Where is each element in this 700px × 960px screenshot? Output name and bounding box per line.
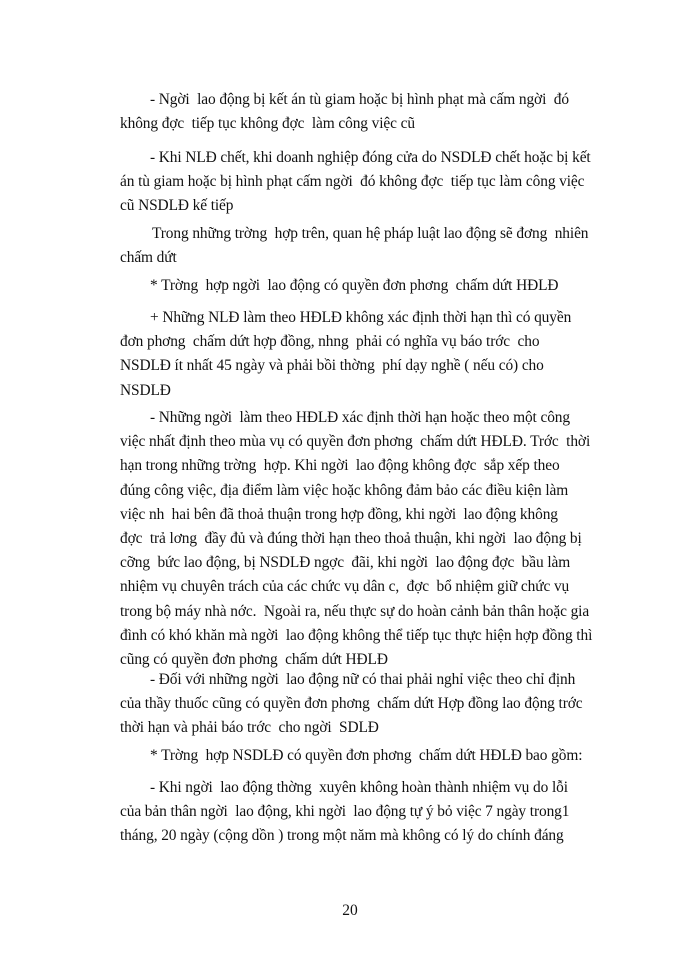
text-line: Trong những trờng hợp trên, quan hệ pháp luật lao động sẽ đơng nhiên	[152, 225, 589, 242]
text-line: án tù giam hoặc bị hình phạt cấm ngời đó không đợc tiếp tục làm công việc	[120, 173, 585, 191]
text-line: - Ngời lao động bị kết án tù giam hoặc bị hình phạt mà cấm ngời đó	[150, 91, 569, 108]
text-line: cỡng bức lao động, bị NSDLĐ ngợc đãi, khi ngời lao động đợc bầu làm	[120, 554, 571, 572]
text-line: đơn phơng chấm dứt hợp đồng, nhng phải có nghĩa vụ báo trớc cho	[120, 333, 540, 351]
text-line: của bản thân ngời lao động, khi ngời lao động tự ý bỏ việc 7 ngày trong1	[120, 803, 570, 821]
section-heading	[120, 744, 632, 768]
text-line: * Trờng hợp ngời lao động có quyền đơn phơng chấm dứt HĐLĐ	[150, 277, 559, 294]
text-line: trong bộ máy nhà nớc. Ngoài ra, nếu thực sự do hoàn cảnh bản thân hoặc gia	[120, 602, 590, 620]
text-line: - Khi ngời lao động thờng xuyên không hoàn thành nhiệm vụ do lỗi	[150, 779, 568, 796]
text-line: - Đối với những ngời lao động nữ có thai phải nghỉ việc theo chỉ định	[150, 671, 576, 688]
text-line: + Những NLĐ làm theo HĐLĐ không xác định thời hạn thì có quyền	[150, 309, 572, 326]
text-line: tháng, 20 ngày (cộng dồn ) trong một năm mà không có lý do chính đáng	[120, 827, 564, 845]
text-line: chấm dứt	[120, 249, 177, 267]
text-line: hạn trong những trờng hợp. Khi ngời lao động không đợc sắp xếp theo	[120, 457, 560, 475]
text-line: cũ NSDLĐ kế tiếp	[120, 197, 234, 215]
text-line: NSDLĐ ít nhất 45 ngày và phải bồi thờng phí dạy nghề ( nếu có) cho	[120, 357, 544, 375]
page-number: 20	[342, 902, 358, 919]
text-line: việc nh hai bên đã thoả thuận trong hợp đồng, khi ngời lao động không	[120, 505, 558, 523]
text-line: * Trờng hợp NSDLĐ có quyền đơn phơng chấm dứt HĐLĐ bao gồm:	[150, 747, 583, 764]
text-line: của thầy thuốc cũng có quyền đơn phơng chấm dứt Hợp đồng lao động trớc	[120, 695, 583, 713]
text-line: việc nhất định theo mùa vụ có quyền đơn phơng chấm dứt HĐLĐ. Trớc thời	[120, 433, 591, 451]
paragraph	[120, 406, 632, 672]
text-line: - Những ngời làm theo HĐLĐ xác định thời hạn hoặc theo một công	[150, 409, 570, 426]
text-line: NSDLĐ	[120, 381, 171, 399]
paragraph	[120, 668, 632, 741]
text-line: không đợc tiếp tục không đợc làm công việc cũ	[120, 115, 415, 133]
text-line: đình có khó khăn mà ngời lao động không thể tiếp tục thực hiện hợp đồng thì	[120, 626, 593, 644]
text-line: thời hạn và phải báo trớc cho ngời SDLĐ	[120, 719, 379, 737]
text-line: - Khi NLĐ chết, khi doanh nghiệp đóng cửa do NSDLĐ chết hoặc bị kết	[150, 149, 591, 166]
text-line: cũng có quyền đơn phơng chấm dứt HĐLĐ	[120, 651, 388, 669]
paragraph	[120, 222, 632, 270]
text-line: nhiệm vụ chuyên trách của các chức vụ dân c, đợc bổ nhiệm giữ chức vụ	[120, 578, 570, 596]
section-heading	[120, 274, 632, 298]
text-line: đợc trả lơng đầy đủ và đúng thời hạn theo thoả thuận, khi ngời lao động bị	[120, 530, 582, 548]
paragraph	[120, 88, 632, 136]
paragraph	[120, 146, 632, 219]
text-line: đúng công việc, địa điểm làm việc hoặc không đảm bảo các điều kiện làm	[120, 481, 569, 499]
paragraph	[120, 306, 632, 403]
paragraph	[120, 776, 632, 849]
